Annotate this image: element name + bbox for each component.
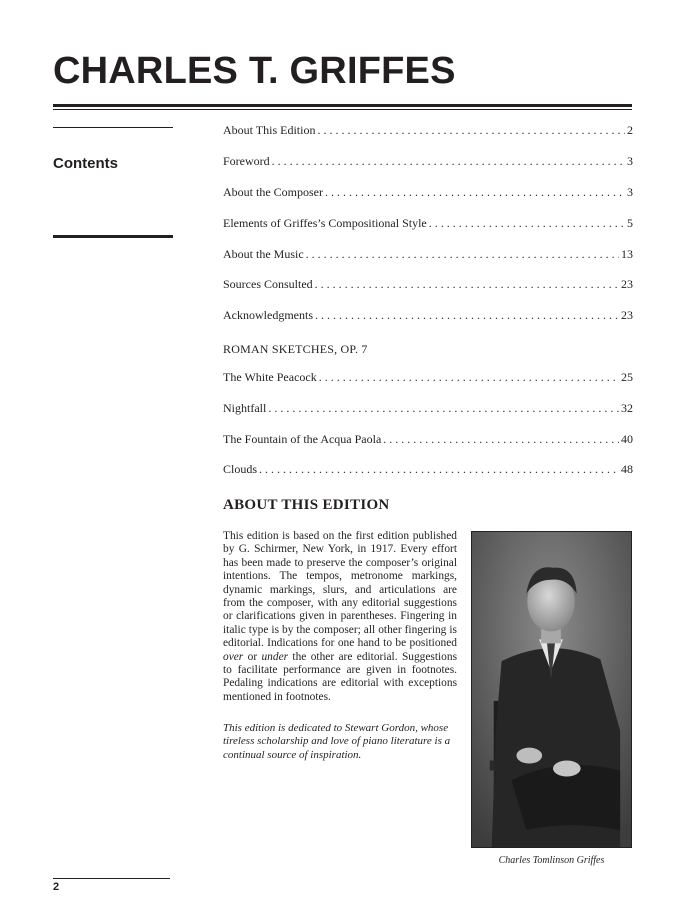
toc-entry[interactable]: [223, 461, 633, 477]
dedication-text: This edition is dedicated to Stewart Gordon, whose tireless scholarship and love of piano literature is a continual source of inspiration.: [223, 722, 451, 761]
composer-photo: [471, 531, 632, 848]
page-number: 2: [53, 881, 60, 893]
toc-dot-leader: [383, 431, 619, 447]
toc-entry-page: 3: [627, 154, 633, 168]
toc-entry-title: Sources Consulted: [223, 277, 313, 291]
toc-dot-leader: [272, 153, 625, 169]
toc-dot-leader: [315, 307, 619, 323]
toc-entry-page: 25: [621, 370, 633, 384]
toc-dot-leader: [317, 122, 625, 138]
about-edition-heading: ABOUT THIS EDITION: [223, 497, 390, 513]
toc-entry-title: Clouds: [223, 462, 258, 476]
toc-entry-title: Foreword: [223, 154, 270, 168]
toc-entry[interactable]: [223, 184, 633, 200]
toc-entry-title: About the Composer: [223, 185, 323, 199]
sidebar-rule-top: [53, 127, 173, 128]
toc-entry-title: Nightfall: [223, 401, 267, 415]
portrait-image: [472, 532, 631, 847]
toc-entry-page: 23: [621, 277, 633, 291]
toc-entry[interactable]: [223, 276, 633, 292]
toc-entry-page: 13: [621, 247, 633, 261]
toc-entry[interactable]: [223, 246, 633, 262]
toc-entry-page: 3: [627, 185, 633, 199]
toc-dot-leader: [306, 246, 619, 262]
toc-dot-leader: [268, 400, 619, 416]
header-rule-thin: [53, 109, 632, 110]
toc-entry-title: Elements of Griffes’s Compositional Style: [223, 216, 427, 230]
footer-rule: [53, 878, 170, 879]
contents-label: Contents: [53, 155, 118, 172]
toc-entry[interactable]: [223, 215, 633, 231]
toc-entry[interactable]: [223, 369, 633, 385]
toc-entry-title: About This Edition: [223, 123, 316, 137]
toc-entry-page: 32: [621, 401, 633, 415]
toc-dot-leader: [315, 276, 619, 292]
toc-entry-page: 40: [621, 432, 633, 446]
toc-entry[interactable]: [223, 153, 633, 169]
page-title: CHARLES T. GRIFFES: [53, 50, 456, 92]
about-edition-body: This edition is based on the first edition published by G. Schirmer, New York, in 1917. Every effort has been made to preserve the composer’s original intentions. The tempos, metronome markings, dynamic markings, slurs, and articulations are from the composer, with any editorial suggestions or clarifications given in parentheses. Fingering in italic type is by the composer; all other fingering is editorial. Indications for one hand to be positioned over or under the other are editorial. Suggestions to facilitate performance are given in footnotes. Pedaling indications are editorial with exceptions mentioned in footnotes.: [223, 530, 458, 703]
toc-entry[interactable]: [223, 431, 633, 447]
toc-entry-page: 2: [627, 123, 633, 137]
toc-entry-page: 5: [627, 216, 633, 230]
toc-dot-leader: [429, 215, 625, 231]
toc-entry-title: The White Peacock: [223, 370, 317, 384]
toc-entry-title: Acknowledgments: [223, 308, 313, 322]
toc-entry-page: 48: [621, 462, 633, 476]
toc-entry-title: The Fountain of the Acqua Paola: [223, 432, 382, 446]
toc-section-heading: ROMAN SKETCHES, OP. 7: [223, 342, 368, 356]
toc-dot-leader: [319, 369, 619, 385]
sidebar-rule-bottom: [53, 235, 173, 238]
toc-entry-title: About the Music: [223, 247, 304, 261]
toc-dot-leader: [325, 184, 625, 200]
toc-entry[interactable]: [223, 122, 633, 138]
toc-dot-leader: [259, 461, 619, 477]
toc-entry[interactable]: [223, 400, 633, 416]
photo-caption: Charles Tomlinson Griffes: [498, 855, 605, 866]
toc-entry[interactable]: [223, 307, 633, 323]
header-rule-thick: [53, 104, 632, 107]
toc-entry-page: 23: [621, 308, 633, 322]
